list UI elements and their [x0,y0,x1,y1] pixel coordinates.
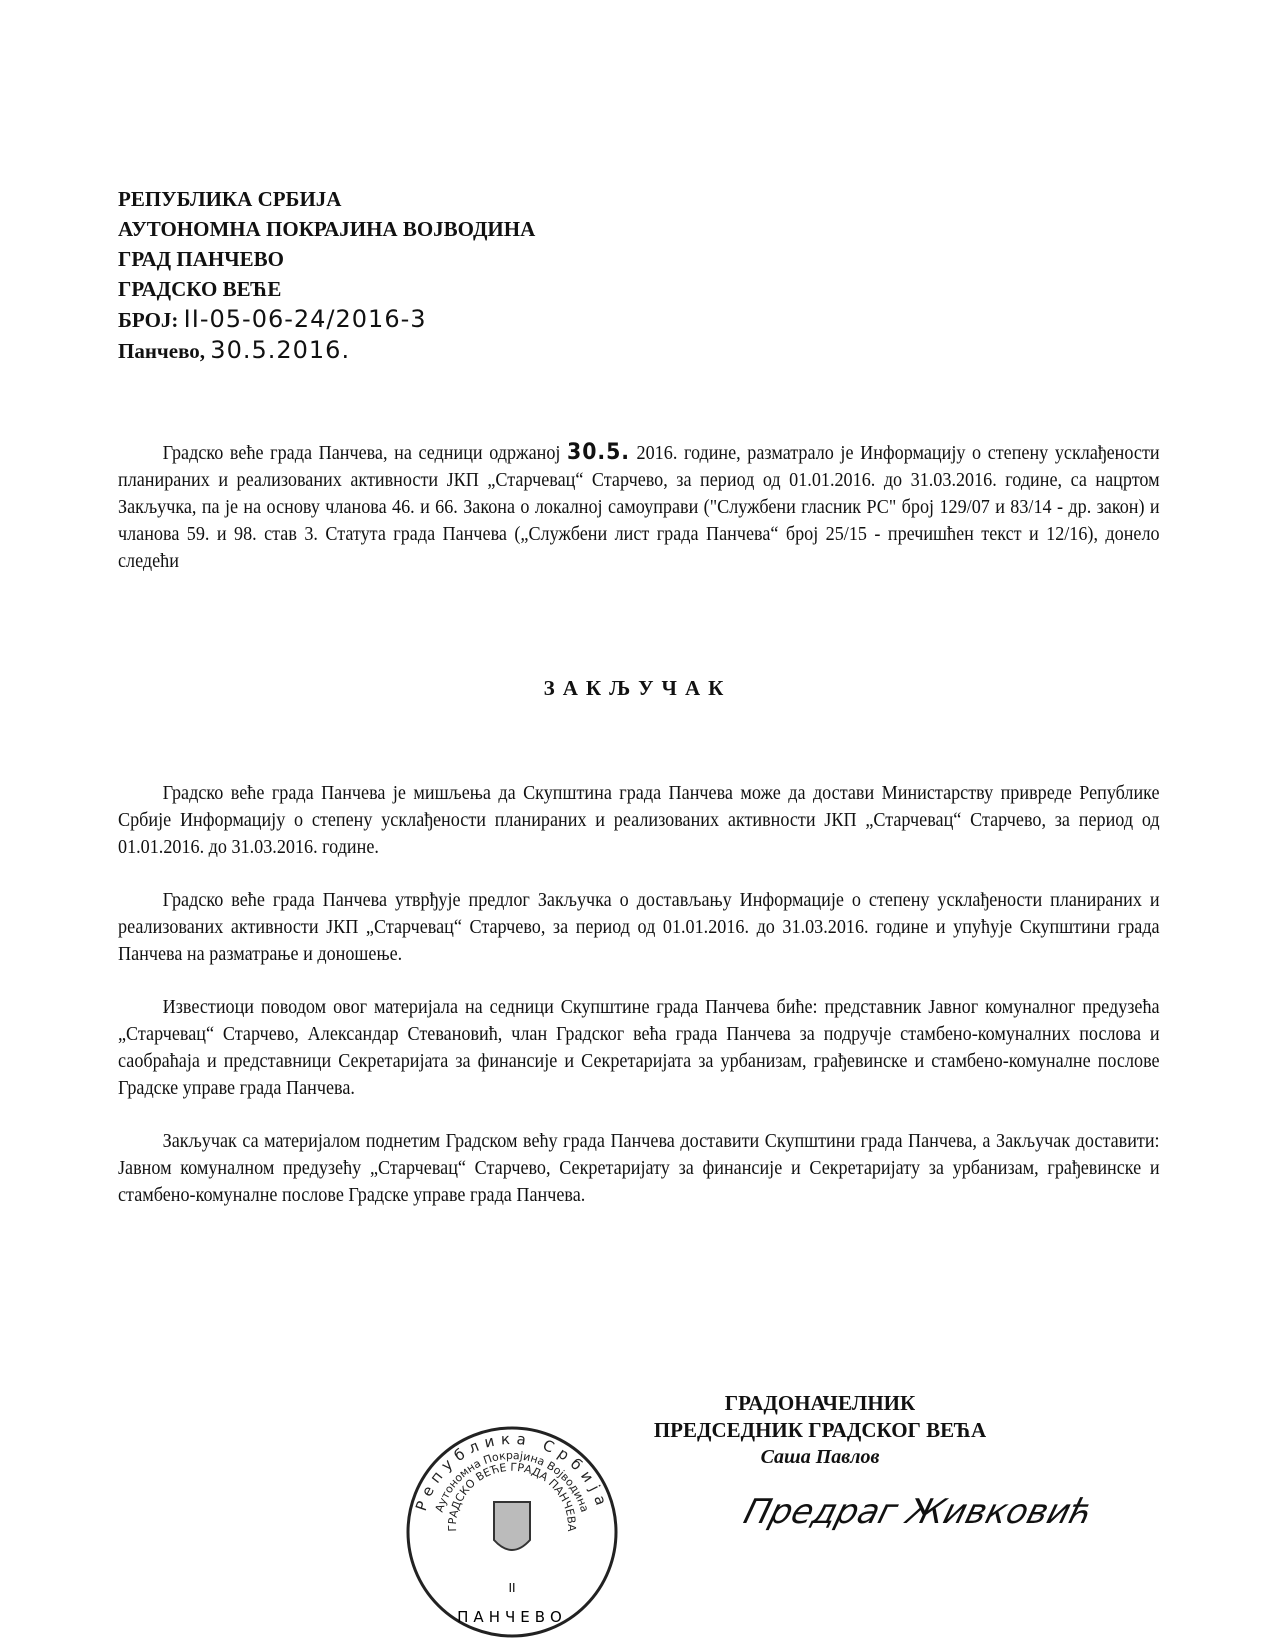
signature-title-mayor: ГРАДОНАЧЕЛНИК [724,1391,916,1415]
paragraph: Закључак са материјалом поднетим Градском већу града Панчева доставити Скупштини града Панчева, а Закључак доставити: Јавном комуналном предузећу „Старчевац“ Старчево, Секретаријату за финансије и Секретаријату за урбанизам, грађевинске и стамбено-комуналне послове Градске управе града Панчева. [118,1131,1160,1206]
stamp-bottom-text: ПАНЧЕВО [457,1608,567,1626]
header-republic: РЕПУБЛИКА СРБИЈА [118,187,342,211]
signature-title-president: ПРЕДСЕДНИК ГРАДСКОГ ВЕЋА [653,1418,987,1442]
signatory-name: Саша Павлов [760,1446,880,1468]
handwritten-signature: Предраг Живковић [739,1492,1098,1532]
stamp-outer-text: Република Србија [411,1429,613,1514]
intro-text-1: Градско веће града Панчева, на седници одржаној [162,443,568,464]
date-handwritten: 30.5.2016. [210,336,351,364]
official-stamp [400,1420,625,1645]
paragraph: Известиоци поводом овог материјала на седници Скупштине града Панчева биће: представник Јавног комуналног предузећа „Старчевац“ Старчево, Александар Стевановић, члан Градског већа града Панчева за подручје стамбено-комуналних послова и саобраћаја и представници Секретаријата за финансије и Секретаријата за урбанизам, грађевинске и стамбено-комуналне послове Градске управе града Панчева. [118,997,1160,1099]
session-date-handwritten: 30.5. [567,440,630,465]
header-city: ГРАД ПАНЧЕВО [118,247,284,271]
document-date [118,335,535,366]
number-handwritten: II-05-06-24/2016-3 [183,305,427,333]
conclusion-body [118,780,1160,1209]
number-label: БРОЈ: [118,308,179,332]
header-province: АУТОНОМНА ПОКРАЈИНА ВОЈВОДИНА [118,217,536,241]
document-title: ЗАКЉУЧАК [543,676,732,700]
signature-block [640,1390,1000,1471]
stamp-number: II [508,1581,516,1595]
coat-of-arms-icon [494,1502,530,1550]
paragraph: Градско веће града Панчева је мишљења да Скупштина града Панчева може да достави Министарству привреде Републике Србије Информацију о степену усклађености планираних и реализованих активности ЈКП „Старчевац“ Старчево, за период од 01.01.2016. до 31.03.2016. године. [118,783,1160,858]
header-council: ГРАДСКО ВЕЋЕ [118,277,282,301]
document-number [118,304,535,335]
paragraph: Градско веће града Панчева утврђује предлог Закључка о достављању Информације о степену усклађености планираних и реализованих активности ЈКП „Старчевац“ Старчево, за период од 01.01.2016. до 31.03.2016. године и упућује Скупштини града Панчева на разматрање и доношење. [118,890,1160,965]
place-label: Панчево, [118,339,206,363]
stamp-middle-text: Аутономна Покрајина Војводина [432,1448,592,1514]
intro-paragraph [118,440,1160,575]
stamp-inner-text: ГРАДСКО ВЕЋЕ ГРАДА ПАНЧЕВА [445,1460,579,1532]
intro-text-2: 2016. године, разматрало је Информацију о степену усклађености планираних и реализованих активности ЈКП „Старчевац“ Старчево, за период од 01.01.2016. до 31.03.2016. године, са нацртом Закључка, па је на основу чланова 46. и 66. Закона о локалној самоуправи ("Службени гласник РС" број 129/07 и 83/14 - др. закон) и чланова 59. и 98. став 3. Статута града Панчева („Службени лист града Панчева“ број 25/15 - пречишћен текст и 12/16), донело следећи [118,443,1160,572]
document-header [118,184,535,366]
